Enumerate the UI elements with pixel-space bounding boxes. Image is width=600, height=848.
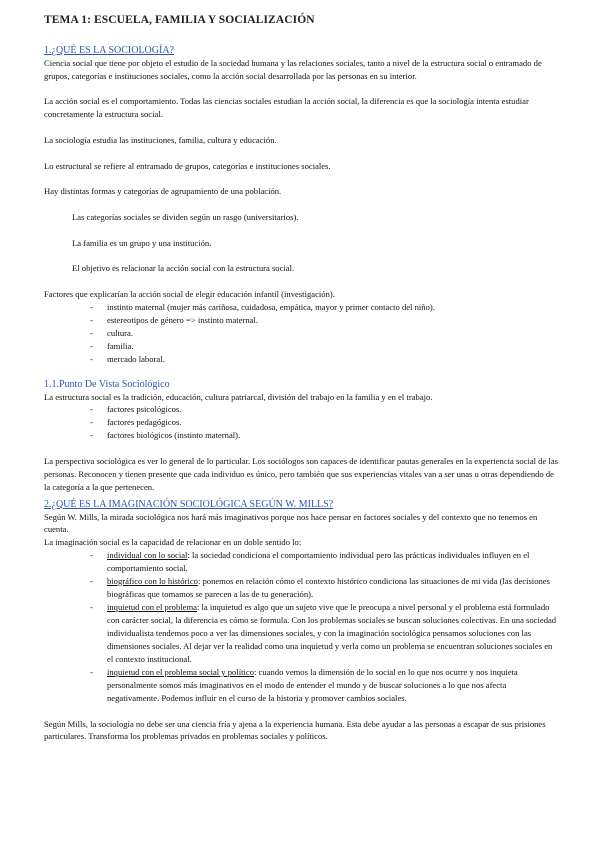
list-dash: - bbox=[90, 601, 93, 612]
paragraph: Lo estructural se refiere al entramado de grupos, categorías e instituciones sociales. bbox=[44, 160, 331, 171]
section-1-heading: 1.¿QUÉ ES LA SOCIOLOGÍA? bbox=[44, 45, 174, 56]
list-dash: - bbox=[90, 575, 93, 586]
paragraph: Según W. Mills, la mirada sociológica nos hará más imaginativos porque nos hace pensar en factores sociales y del contexto que no tenemos en cuenta. bbox=[44, 511, 538, 535]
list-item: - individual con lo social: la sociedad condiciona el comportamiento individual pero las prácticas individuales influyen en el comportamiento social. bbox=[90, 549, 530, 573]
list-dash: - bbox=[90, 666, 93, 677]
paragraph: Factores que explicarían la acción social de elegir educación infantil (investigación). bbox=[44, 289, 335, 300]
imagination-list bbox=[44, 549, 560, 705]
list-dash: - bbox=[90, 417, 93, 428]
indented-paragraph: El objetivo es relacionar la acción social con la estructura social. bbox=[72, 263, 295, 274]
paragraph: Hay distintas formas y categorías de agrupamiento de una población. bbox=[44, 186, 282, 197]
list-item: - familia. bbox=[90, 340, 134, 351]
paragraph: Según Mills, la sociología no debe ser una ciencia fría y ajena a la experiencia humana. Esta debe ayudar a las personas a escapar de sus prisiones particulares. Transforma los problemas privados en problemas sociales y políticos. bbox=[44, 718, 546, 742]
paragraph: La imaginación social es la capacidad de relacionar en un doble sentido lo: bbox=[44, 536, 302, 547]
paragraph: La sociología estudia las instituciones, familia, cultura y educación. bbox=[44, 134, 277, 145]
paragraph: La perspectiva sociológica es ver lo general de lo particular. Los sociólogos son capaces de identificar pautas generales en la experiencia social de las personas. Reconocen y tienen presente que cada individuo es único, pero también que sus experiencias vitales van a ser unas u otras dependiendo de la categoría a la que pertenecen. bbox=[44, 456, 558, 492]
term: inquietud con el problema bbox=[107, 601, 197, 612]
factors-list bbox=[44, 403, 560, 442]
list-dash: - bbox=[90, 301, 93, 312]
list-dash: - bbox=[90, 430, 93, 441]
list-item: - factores pedagógicos. bbox=[90, 417, 182, 428]
factors-list bbox=[44, 301, 560, 366]
list-dash: - bbox=[90, 340, 93, 351]
list-item: - inquietud con el problema social y político: cuando vemos la dimensión de lo social en lo que nos ocurre y nos inquieta personalmente somos más imaginativos en el modo de entender el mundo y de buscar soluciones a lo que nos afecta negativamente. Podemos influir en el curso de la historia y promover cambios sociales. bbox=[90, 666, 518, 703]
document-title: TEMA 1: ESCUELA, FAMILIA Y SOCIALIZACIÓN bbox=[44, 14, 315, 26]
list-dash: - bbox=[90, 314, 93, 325]
indented-paragraph: La familia es un grupo y una institución. bbox=[72, 237, 212, 248]
list-item: - mercado laboral. bbox=[90, 353, 165, 364]
list-item: - instinto maternal (mujer más cariñosa, cuidadosa, empática, mayor y primer contacto del niño). bbox=[90, 301, 435, 312]
section-1-1-heading: 1.1.Punto De Vista Sociológico bbox=[44, 378, 170, 390]
document-page bbox=[44, 14, 560, 743]
list-item: - estereotipos de género => instinto maternal. bbox=[90, 314, 258, 325]
list-dash: - bbox=[90, 353, 93, 364]
term: individual con lo social bbox=[107, 549, 188, 560]
section-2-heading: 2.¿QUÉ ES LA IMAGINACIÓN SOCIOLÓGICA SEGÚN W. MILLS? bbox=[44, 498, 334, 510]
list-dash: - bbox=[90, 549, 93, 560]
paragraph: La acción social es el comportamiento. Todas las ciencias sociales estudian la acción social, la diferencia es que la sociología intenta estudiar concretamente la estructura social. bbox=[44, 96, 529, 120]
paragraph: La estructura social es la tradición, educación, cultura patriarcal, división del trabajo en la familia y en el trabajo. bbox=[44, 391, 433, 402]
list-item: - biográfico con lo histórico: ponemos en relación cómo el contexto histórico condiciona las situaciones de mi vida (las decisiones biográficas que tomamos se parecen a las de tu generación). bbox=[90, 575, 550, 599]
list-item: - factores biológicos (instinto maternal). bbox=[90, 430, 241, 441]
list-item: - cultura. bbox=[90, 327, 134, 338]
term: biográfico con lo histórico bbox=[107, 575, 198, 586]
term: inquietud con el problema social y político bbox=[107, 666, 255, 677]
indented-paragraph: Las categorías sociales se dividen según un rasgo (universitarios). bbox=[72, 211, 299, 222]
list-item: - inquietud con el problema: la inquietud es algo que un sujeto vive que le preocupa a nivel personal y el problema está formulado con carácter social, la diferencia es cómo se formula. Con los problemas sociales se buscan soluciones colectivas. En una sociedad individualista tendemos poco a ver las dimensiones sociales, y con la imaginación sociológica pensamos soluciones con las dimensiones sociales. Al dejar ver la realidad como una inquietud y verla como un problema se encuentran soluciones sociales en el contexto institucional. bbox=[90, 601, 557, 664]
list-item: - factores psicológicos. bbox=[90, 404, 182, 415]
list-dash: - bbox=[90, 404, 93, 415]
paragraph: Ciencia social que tiene por objeto el estudio de la sociedad humana y las relaciones sociales, tanto a nivel de la estructura social o entramado de grupos, categorías e instituciones sociales, como la acción social desarrollada por las personas en su interior. bbox=[44, 58, 542, 81]
list-dash: - bbox=[90, 327, 93, 338]
